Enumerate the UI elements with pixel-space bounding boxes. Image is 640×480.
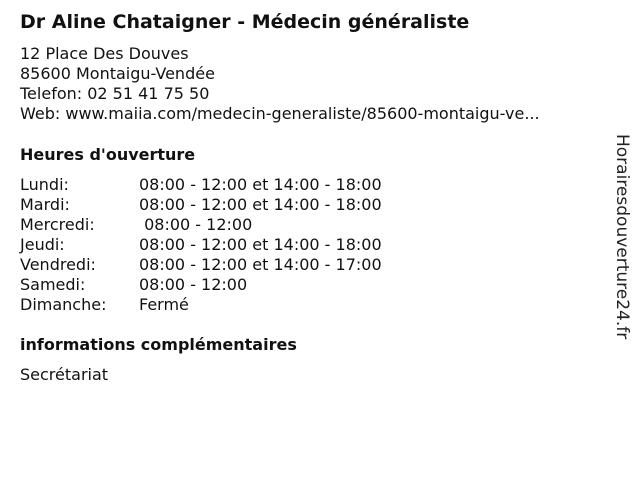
time-value: 08:00 - 12:00 et 14:00 - 18:00	[139, 235, 382, 254]
day-label: Samedi:	[20, 275, 86, 294]
time-value: 08:00 - 12:00 et 14:00 - 18:00	[139, 175, 382, 194]
day-label: Lundi:	[20, 175, 69, 194]
time-value: 08:00 - 12:00 et 14:00 - 18:00	[139, 195, 382, 214]
address-block	[20, 44, 540, 124]
day-label: Jeudi:	[20, 235, 65, 254]
city-address: 85600 Montaigu-Vendée	[20, 64, 215, 83]
phone-number: Telefon: 02 51 41 75 50	[20, 84, 210, 103]
website-link[interactable]: Web: www.maiia.com/medecin-generaliste/85600-montaigu-ve...	[20, 104, 540, 123]
time-value: 08:00 - 12:00	[139, 215, 253, 234]
day-label: Mercredi:	[20, 215, 95, 234]
time-value: 08:00 - 12:00 et 14:00 - 17:00	[139, 255, 382, 274]
page-title: Dr Aline Chataigner - Médecin généraliste	[20, 11, 470, 33]
opening-hours-heading: Heures d'ouverture	[20, 145, 196, 164]
additional-info-text: Secrétariat	[20, 365, 109, 384]
street-address: 12 Place Des Douves	[20, 44, 189, 63]
site-watermark: Horairesdouverture24.fr	[612, 134, 632, 340]
day-label: Dimanche:	[20, 295, 107, 314]
time-value: Fermé	[139, 295, 189, 314]
time-value: 08:00 - 12:00	[139, 275, 248, 294]
day-label: Mardi:	[20, 195, 70, 214]
day-label: Vendredi:	[20, 255, 96, 274]
additional-info-heading: informations complémentaires	[20, 335, 297, 354]
